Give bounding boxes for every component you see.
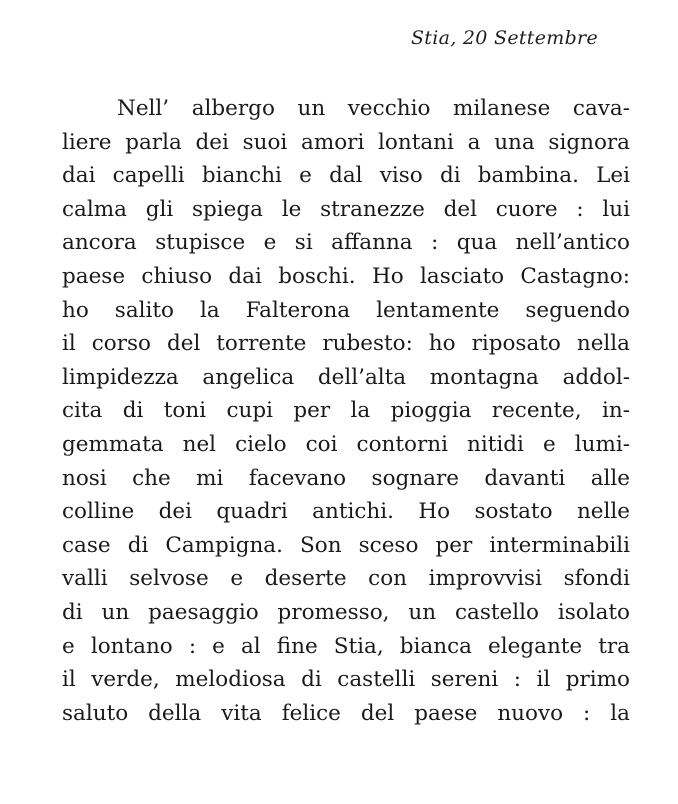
text-line: il verde, melodiosa di castelli sereni : il primo [62, 667, 630, 693]
text-line: case di Campigna. Son sceso per interminabili [62, 532, 630, 558]
text-line: limpidezza angelica dell’alta montagna addol- [62, 364, 630, 390]
text-line: cita di toni cupi per la pioggia recente, in- [62, 398, 630, 424]
text-line: e lontano : e al fine Stia, bianca elegante tra [62, 633, 630, 659]
paragraph [62, 92, 630, 730]
text-line: colline dei quadri antichi. Ho sostato nelle [62, 499, 630, 525]
text-line: dai capelli bianchi e dal viso di bambina. Lei [62, 163, 630, 189]
dateline: Stia, 20 Settembre [410, 27, 598, 49]
text-line: nosi che mi facevano sognare davanti alle [62, 465, 630, 491]
text-line: saluto della vita felice del paese nuovo : la [62, 700, 630, 726]
text-line: di un paesaggio promesso, un castello isolato [62, 599, 630, 625]
text-line: valli selvose e deserte con improvvisi sfondi [62, 566, 630, 592]
text-line: calma gli spiega le stranezze del cuore : lui [62, 196, 630, 222]
text-line: ho salito la Falterona lentamente seguendo [62, 297, 630, 323]
text-line: gemmata nel cielo coi contorni nitidi e lumi- [62, 431, 630, 457]
text-line: paese chiuso dai boschi. Ho lasciato Castagno: [62, 263, 630, 289]
text-line: ancora stupisce e si affanna : qua nell’antico [62, 230, 630, 256]
text-line: il corso del torrente rubesto: ho riposato nella [62, 331, 630, 357]
text-line: Nell’ albergo un vecchio milanese cava- [117, 96, 630, 121]
text-line: liere parla dei suoi amori lontani a una signora [62, 129, 630, 155]
